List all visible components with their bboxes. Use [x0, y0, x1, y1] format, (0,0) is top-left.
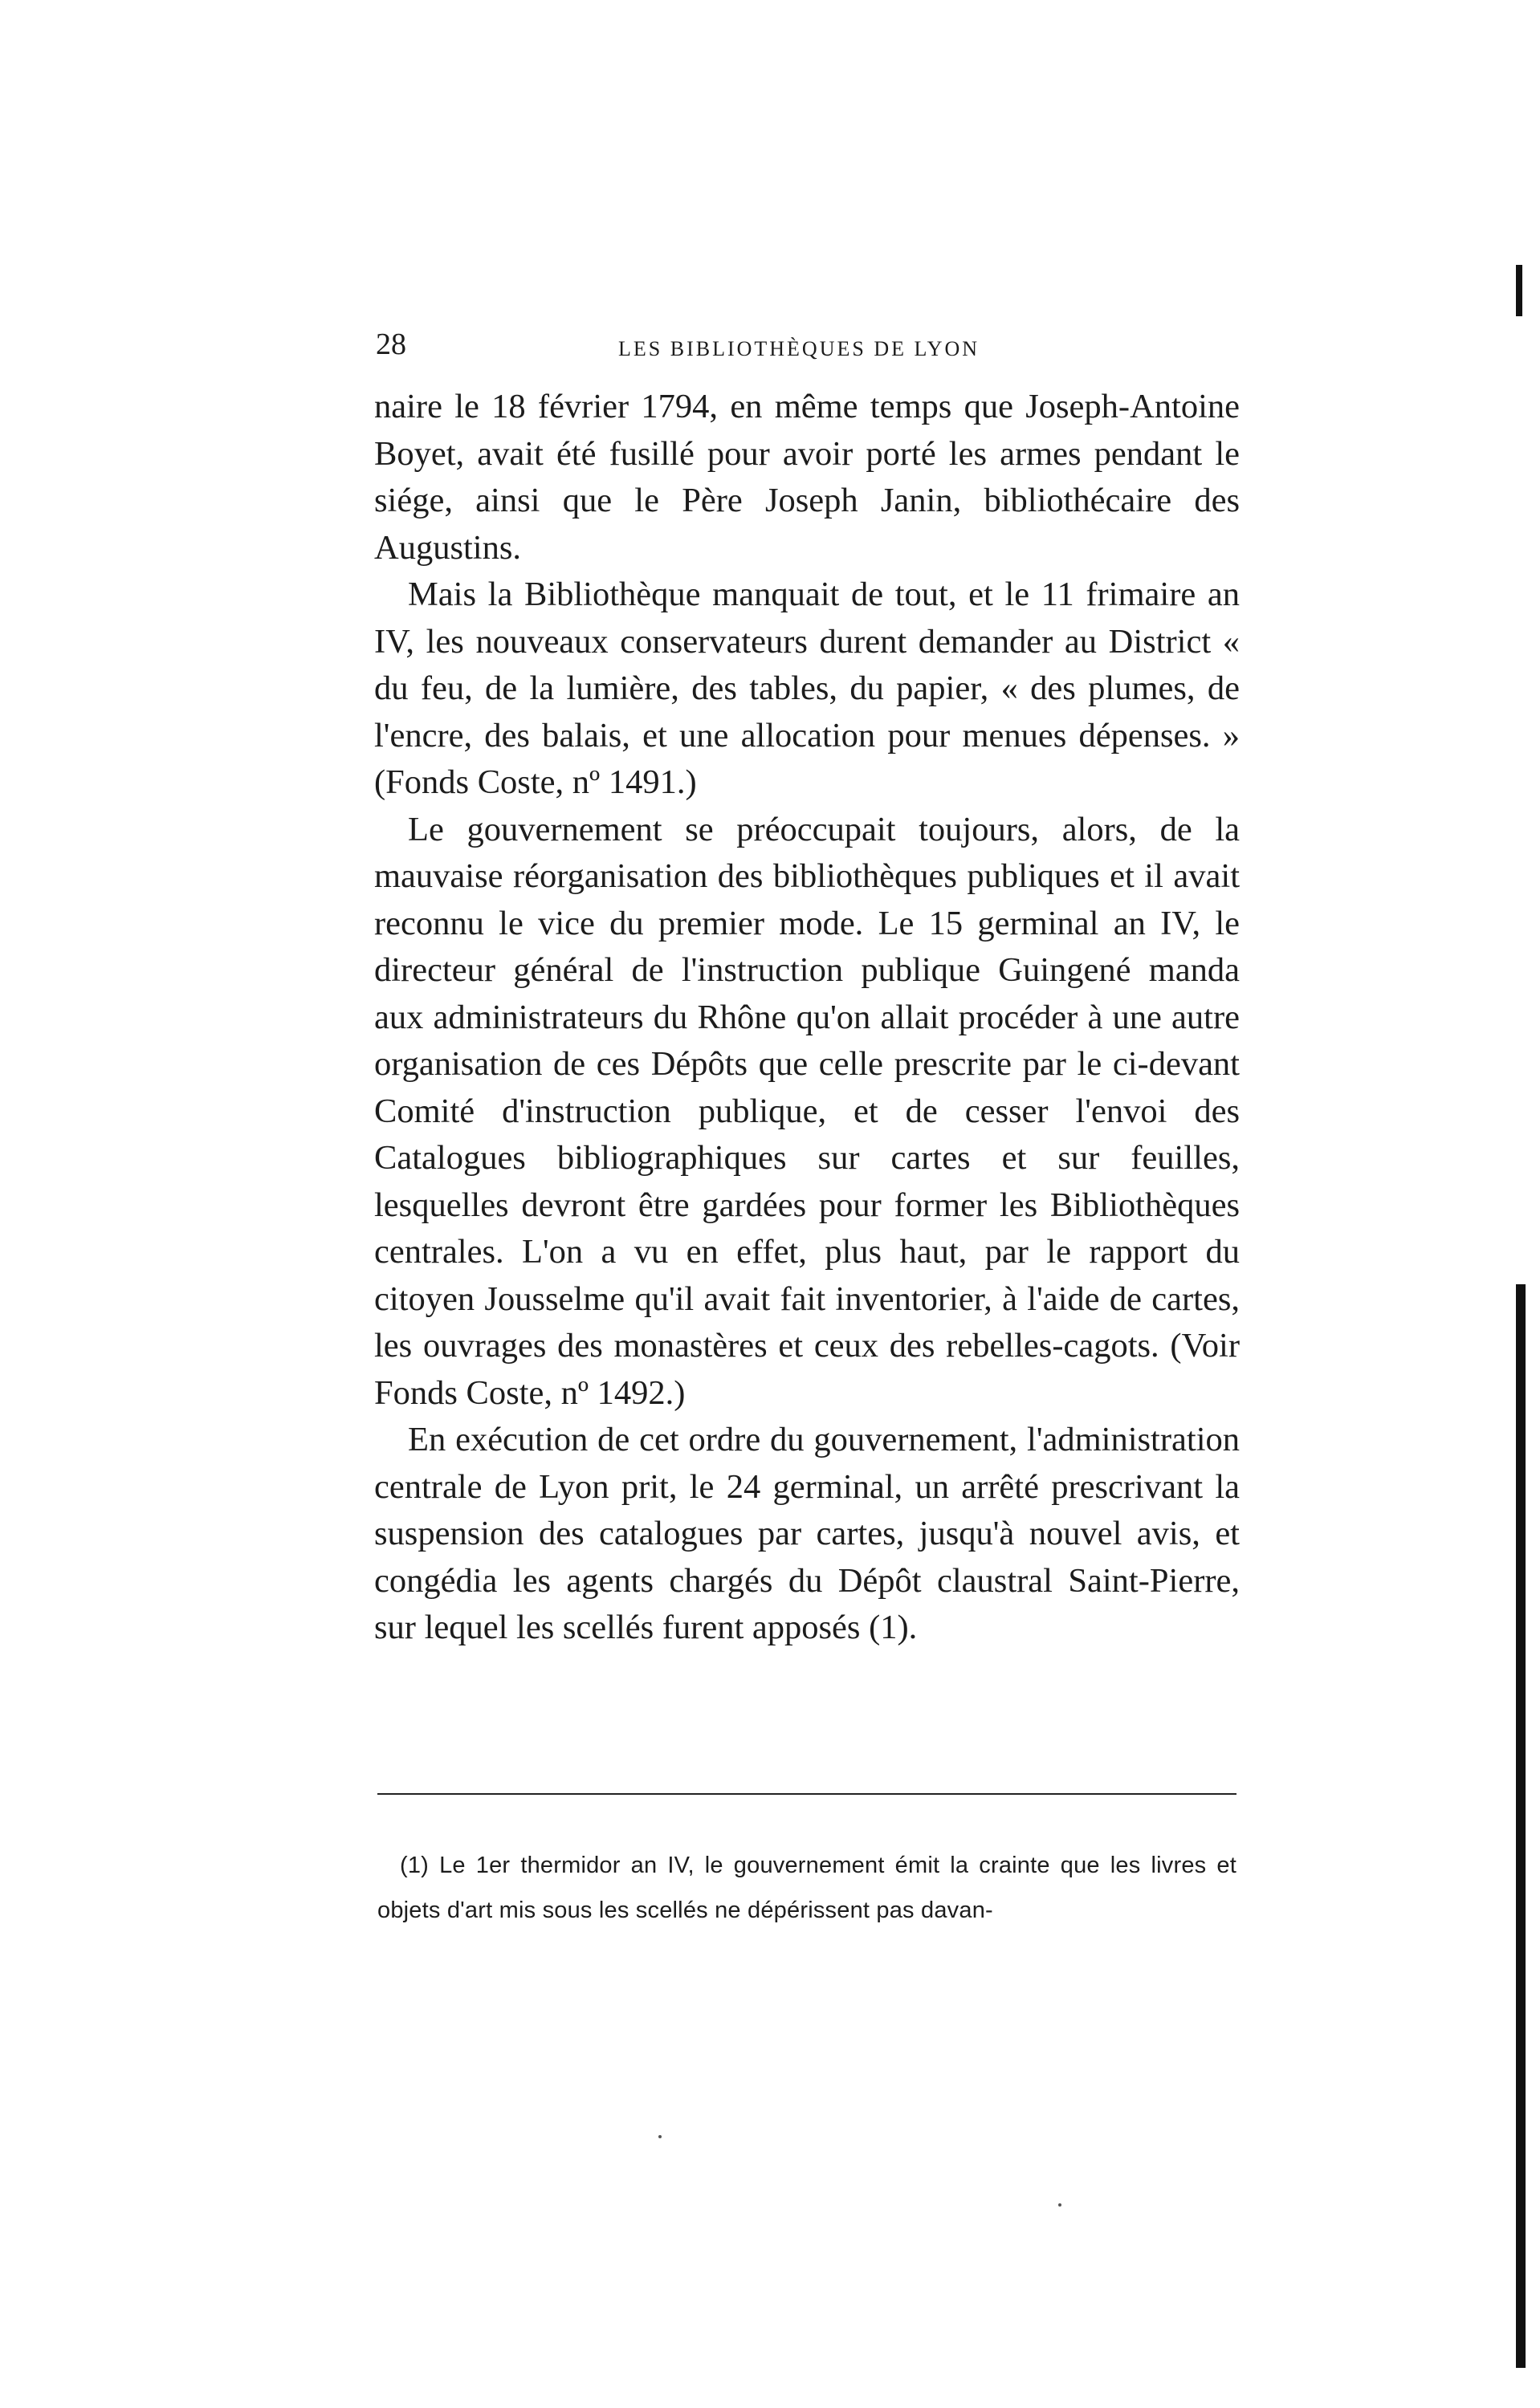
- paragraph-4: En exécution de cet ordre du gouvernement, l'administration centrale de Lyon prit, le 24 germinal, un arrêté prescrivant la suspension des catalogues par cartes, jusqu'à nouvel avis, et congédia les agents chargés du Dépôt claustral Saint-Pierre, sur lequel les scellés furent apposés (1).: [374, 1421, 1240, 1646]
- scan-edge-mark: [1516, 265, 1522, 316]
- page-number: 28: [376, 327, 406, 361]
- footnote-rule: [377, 1793, 1236, 1795]
- paragraph-3: Le gouvernement se préoccupait toujours, alors, de la mauvaise réorganisation des bibliothèques publiques et il avait reconnu le vice du premier mode. Le 15 germinal an IV, le directeur général de l'instruction publique Guingené manda aux administrateurs du Rhône qu'on allait procéder à une autre organisation de ces Dépôts que celle prescrite par le ci-devant Comité d'instruction publique, et de cesser l'envoi des Catalogues bibliographiques sur cartes et sur feuilles, lesquelles devront être gardées pour former les Bibliothèques centrales. L'on a vu en effet, plus haut, par le rapport du citoyen Jousselme qu'il avait fait inventorier, à l'aide de cartes, les ouvrages des monastères et ceux des rebelles-cagots. (Voir Fonds Coste, nº 1492.): [374, 810, 1240, 1412]
- scan-speck: [1058, 2203, 1061, 2207]
- scan-edge-shadow: [1516, 1284, 1526, 2368]
- scan-speck: [658, 2135, 662, 2138]
- running-title: LES BIBLIOTHÈQUES DE LYON: [618, 337, 980, 360]
- paragraph-1: naire le 18 février 1794, en même temps que Joseph-Antoine Boyet, avait été fusillé pour avoir porté les armes pendant le siége, ainsi que le Père Joseph Janin, bibliothécaire des Augustins.: [374, 388, 1240, 567]
- body-text: [374, 384, 1240, 1652]
- paragraph-2: Mais la Bibliothèque manquait de tout, et le 11 frimaire an IV, les nouveaux conservateurs durent demander au District « du feu, de la lumière, des tables, du papier, « des plumes, de l'encre, des balais, et une allocation pour menues dépenses. » (Fonds Coste, nº 1491.): [374, 576, 1240, 801]
- footnote: (1) Le 1er thermidor an IV, le gouvernement émit la crainte que les livres et objets d'art mis sous les scellés ne dépérissent pas davan-: [377, 1853, 1236, 1923]
